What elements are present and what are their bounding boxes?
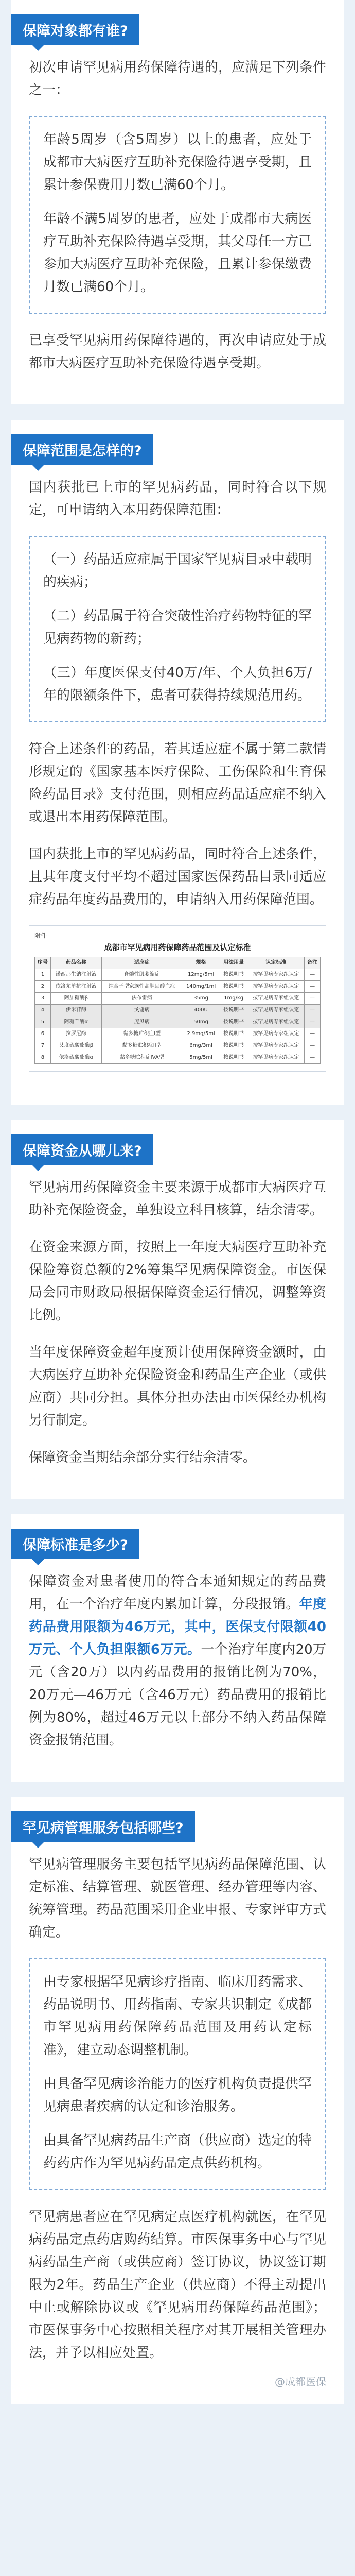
section-title: 保障资金从哪儿来? [11, 1134, 153, 1165]
table-cell: 400U [182, 1005, 220, 1016]
table-cell: — [305, 981, 321, 993]
section-outro: 已享受罕见病用药保障待遇的，再次申请应处于成都市大病医疗互助补充保险待遇享受期。 [29, 333, 326, 371]
funding-paragraph: 保障资金当期结余部分实行结余清零。 [29, 1450, 257, 1465]
table-cell: 按罕见病专家组认定 [247, 1005, 305, 1016]
table-cell: 黏多糖贮积症IVA型 [102, 1052, 182, 1064]
table-row [35, 1028, 321, 1040]
table-cell: 按说明书 [220, 1005, 247, 1016]
table-cell: 按说明书 [220, 1040, 247, 1052]
drug-table [34, 957, 321, 1064]
table-cell: 按说明书 [220, 969, 247, 981]
criteria-item: 年龄不满5周岁的患者，应处于成都市大病医疗互助补充保险待遇享受期，其父母任一方已参加大病医疗互助补充保险，且累计参保缴费月数已满60个月。 [43, 211, 312, 295]
table-row [35, 1040, 321, 1052]
table-row [35, 993, 321, 1005]
table-header-row [35, 957, 321, 969]
section-services [11, 1797, 344, 2404]
table-cell: 5 [35, 1016, 51, 1028]
table-cell: 戈谢病 [102, 1005, 182, 1016]
table-title: 成都市罕见病用药保障药品范围及认定标准 [104, 943, 251, 952]
criteria-box [29, 116, 326, 314]
table-row [35, 981, 321, 993]
table-cell: 按罕见病专家组认定 [247, 1016, 305, 1028]
services-item: 由专家根据罕见病诊疗指南、临床用药需求、药品说明书、用药指南、专家共识制定《成都市罕见病用药保障药品范围及用药认定标准》，建立动态调整机制。 [43, 1974, 312, 2058]
table-cell: 按罕见病专家组认定 [247, 993, 305, 1005]
table-header-cell: 认定标准 [247, 957, 305, 969]
section-title: 保障对象都有谁? [11, 14, 139, 45]
table-header-cell: 序号 [35, 957, 51, 969]
table-cell: 庞贝病 [102, 1016, 182, 1028]
table-cell: 4 [35, 1005, 51, 1016]
table-cell: — [305, 1040, 321, 1052]
section-title: 罕见病管理服务包括哪些? [11, 1811, 195, 1842]
table-cell: 黏多糖贮积症II型 [102, 1040, 182, 1052]
scope-item: （一）药品适应症属于国家罕见病目录中载明的疾病； [43, 552, 312, 590]
table-cell: 6mg/3ml [182, 1040, 220, 1052]
table-body [35, 969, 321, 1064]
scope-item: （三）年度医保支付40万/年、个人负担6万/年的限额条件下，患者可获得持续规范用药。 [43, 665, 312, 703]
table-cell: 黏多糖贮积症I型 [102, 1028, 182, 1040]
table-header-cell: 规格 [182, 957, 220, 969]
table-cell: 依洛尤单抗注射液 [50, 981, 101, 993]
table-cell: 按罕见病专家组认定 [247, 1040, 305, 1052]
table-cell: — [305, 993, 321, 1005]
table-cell: 7 [35, 1040, 51, 1052]
watermark: @成都医保 [275, 2376, 326, 2388]
table-cell: — [305, 1052, 321, 1064]
table-cell: 按说明书 [220, 981, 247, 993]
funding-paragraph: 当年度保障资金超年度预计使用保障资金额时，由大病医疗互助补充保险资金和药品生产企业（或供应商）共同分担。具体分担办法由市医保经办机构另行制定。 [29, 1345, 326, 1428]
standards-paragraph [29, 1570, 326, 1752]
table-cell: 1 [35, 969, 51, 981]
funding-paragraph: 在资金来源方面，按照上一年度大病医疗互助补充保险筹资总额的2%筹集罕见病保障资金。市医保局会同市财政局根据保障资金运行情况，调整筹资比例。 [29, 1240, 326, 1323]
table-cell: 3 [35, 993, 51, 1005]
section-funding [11, 1120, 344, 1499]
table-cell: 脊髓性肌萎缩症 [102, 969, 182, 981]
services-item: 由具备罕见病药品生产商（供应商）选定的特药药店作为罕见病药品定点供药机构。 [43, 2133, 312, 2171]
table-header-cell: 用法用量 [220, 957, 247, 969]
services-paragraph: 罕见病管理服务主要包括罕见病药品保障范围、认定标准、结算管理、就医管理、经办管理等内容、统筹管理。药品范围采用企业申报、专家评审方式确定。 [29, 1857, 326, 1940]
services-paragraph: 罕见病患者应在罕见病定点医疗机构就医，在罕见病药品定点药店购药结算。市医保事务中心与罕见病药品生产商（或供应商）签订协议，协议签订期限为2年。药品生产企业（供应商）不得主动提出中止或解除协议或《罕见病用药保障药品范围》；市医保事务中心按照相关程序对其开展相关管理办法，并予以相应处置。 [29, 2209, 326, 2361]
services-box [29, 1958, 326, 2190]
drug-table-image [29, 925, 326, 1072]
scope-paragraph: 符合上述条件的药品，若其适应症不属于第二款情形规定的《国家基本医疗保险、工伤保险和生育保险药品目录》支付范围，则相应药品适应症不纳入或退出本用药保障范围。 [29, 741, 326, 825]
table-cell: 阿加糖酶β [50, 993, 101, 1005]
standards-text-a: 保障资金对患者使用的符合本通知规定的药品费用，在一个治疗年度内累加计算，分段报销。 [29, 1574, 326, 1612]
services-item: 由具备罕见病诊治能力的医疗机构负责提供罕见病患者疾病的认定和诊治服务。 [43, 2076, 312, 2114]
table-cell: — [305, 1028, 321, 1040]
table-cell: 按罕见病专家组认定 [247, 1052, 305, 1064]
table-header-cell: 适应症 [102, 957, 182, 969]
table-row [35, 1052, 321, 1064]
table-cell: 12mg/5ml [182, 969, 220, 981]
table-header-cell: 药品名称 [50, 957, 101, 969]
table-cell: 按说明书 [220, 1028, 247, 1040]
table-cell: 6 [35, 1028, 51, 1040]
scope-item: （二）药品属于符合突破性治疗药物特征的罕见病药物的新药； [43, 608, 312, 647]
criteria-item: 年龄5周岁（含5周岁）以上的患者，应处于成都市大病医疗互助补充保险待遇享受期，且累计参保费用月数已满60个月。 [43, 132, 312, 193]
scope-box [29, 536, 326, 722]
standards-highlight: 年度药品费用限额为46万元，其中，医保支付限额40万元、个人负担限额6万元。 [29, 1597, 326, 1657]
table-cell: 按说明书 [220, 1052, 247, 1064]
table-cell: 诺西那生钠注射液 [50, 969, 101, 981]
section-title: 保障范围是怎样的? [11, 434, 153, 465]
table-cell: 纯合子型家族性高胆固醇血症 [102, 981, 182, 993]
section-intro: 国内获批已上市的罕见病药品，同时符合以下规定，可申请纳入本用药保障范围： [29, 480, 326, 518]
section-standards [11, 1514, 344, 1782]
table-cell: 按罕见病专家组认定 [247, 981, 305, 993]
table-cell: 140mg/1ml [182, 981, 220, 993]
table-cell: 8 [35, 1052, 51, 1064]
table-cell: 阿糖苷酶α [50, 1016, 101, 1028]
table-cell: 依洛硫酸酯酶α [50, 1052, 101, 1064]
table-cell: 伊米苷酶 [50, 1005, 101, 1016]
table-caption: 附件 [34, 932, 47, 939]
funding-paragraph: 罕见病用药保障资金主要来源于成都市大病医疗互助补充保险资金，单独设立科目核算，结余清零。 [29, 1180, 326, 1218]
table-row [35, 1005, 321, 1016]
table-cell: 1mg/kg [220, 993, 247, 1005]
section-coverage-scope [11, 420, 344, 1105]
table-header-cell: 备注 [305, 957, 321, 969]
table-cell: 法布雷病 [102, 993, 182, 1005]
table-cell: 艾度硫酸酯酶β [50, 1040, 101, 1052]
table-cell: 5mg/5ml [182, 1052, 220, 1064]
table-row [35, 969, 321, 981]
table-cell: — [305, 1016, 321, 1028]
table-cell: 50mg [182, 1016, 220, 1028]
standards-text-b: 一个治疗年度内20万元（含20万）以内药品费用的报销比例为70%，20万元—46万元（含46万元）药品费用的报销比例为80%，超过46万元以上部分不纳入药品保障资金报销范围。 [29, 1642, 326, 1748]
table-cell: 2 [35, 981, 51, 993]
table-cell: 按罕见病专家组认定 [247, 1028, 305, 1040]
table-cell: 按说明书 [220, 1016, 247, 1028]
table-row [35, 1016, 321, 1028]
table-cell: — [305, 969, 321, 981]
section-coverage-targets [11, 0, 344, 404]
scope-paragraph: 国内获批上市的罕见病药品，同时符合上述条件，且其年度支付平均不超过国家医保药品目录同适应症药品年度药品费用的，申请纳入用药保障范围。 [29, 846, 326, 907]
section-intro: 初次申请罕见病用药保障待遇的，应满足下列条件之一： [29, 60, 326, 98]
table-cell: 2.9mg/5ml [182, 1028, 220, 1040]
section-title: 保障标准是多少? [11, 1529, 139, 1559]
table-cell: 35mg [182, 993, 220, 1005]
table-cell: 按罕见病专家组认定 [247, 969, 305, 981]
table-cell: — [305, 1005, 321, 1016]
table-cell: 拉罗尼酶 [50, 1028, 101, 1040]
